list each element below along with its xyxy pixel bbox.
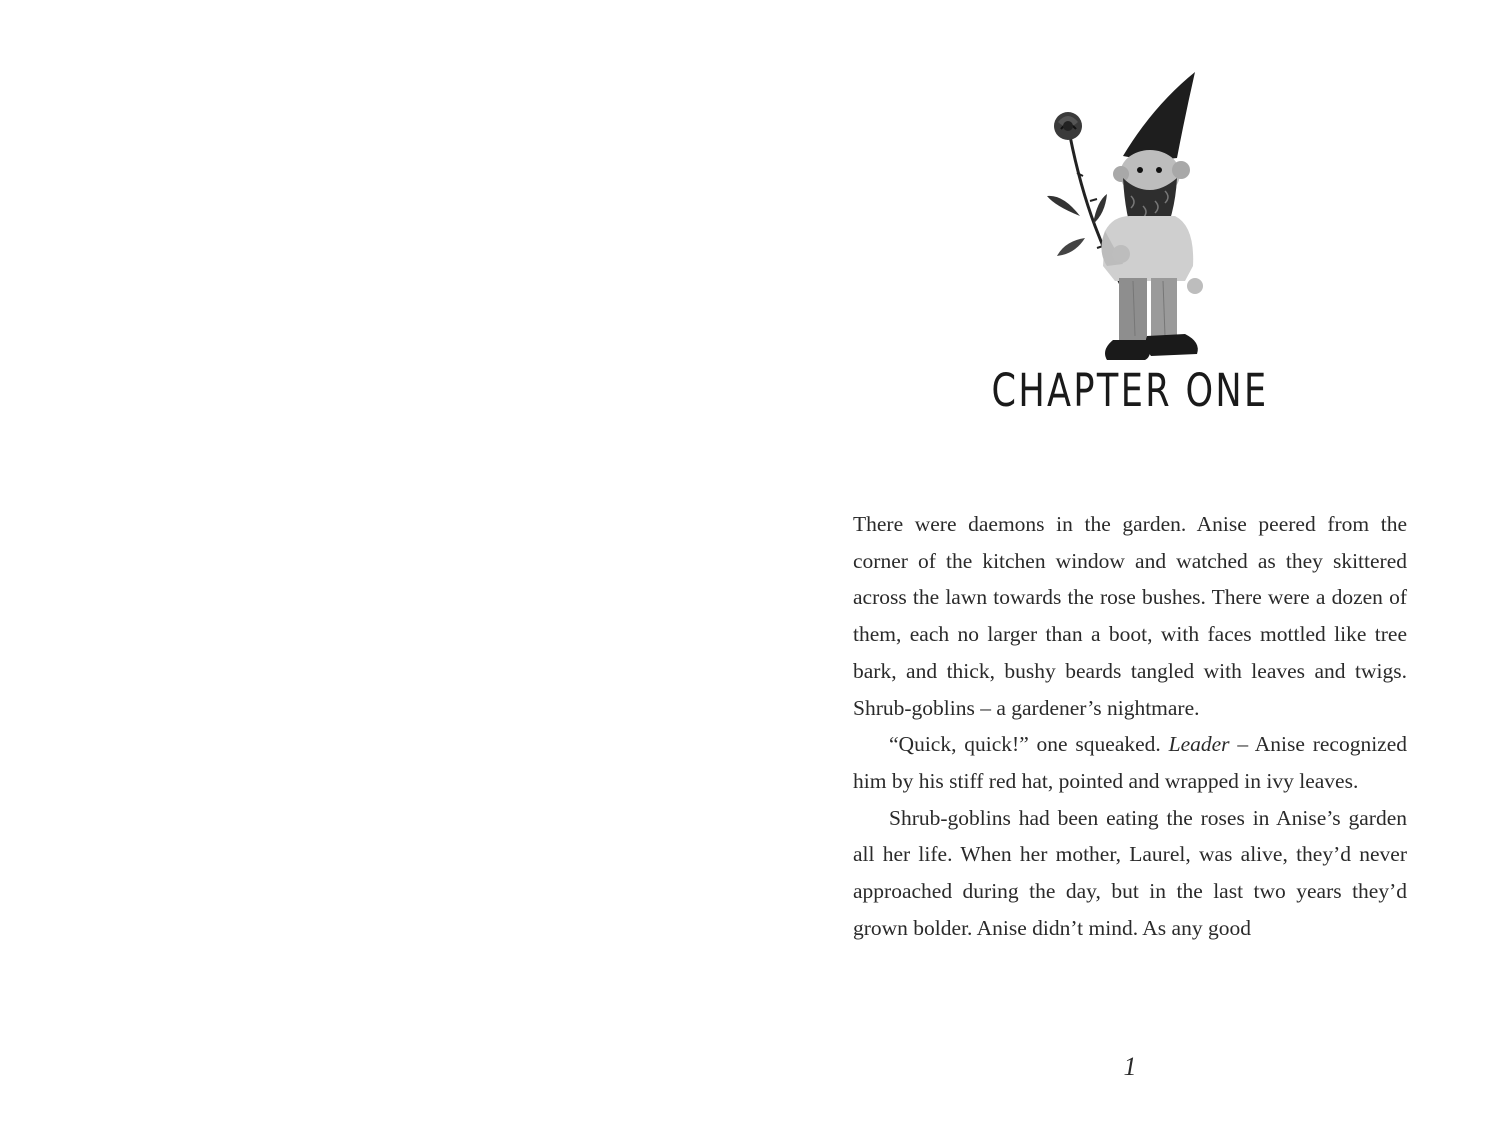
paragraph-2-start: “Quick, quick!” one squeaked. xyxy=(889,732,1169,757)
paragraph-2-end: – Anise recognized him by his stiff red hat, pointed and wrapped in ivy leaves. xyxy=(853,732,1408,793)
chapter-title: CHAPTER ONE xyxy=(991,364,1269,417)
paragraph-2-italic: Leader xyxy=(1168,732,1230,757)
page-number: 1 xyxy=(1123,1052,1137,1081)
paragraph-1: There were daemons in the garden. Anise peered from the corner of the kitchen window and watched as they skittered across the lawn towards the rose bushes. There were a dozen of them, each no larger than a boot, with faces mottled like tree bark, and thick, bushy beards tangled with leaves and twigs. Shrub-goblins – a gardener’s nightmare. xyxy=(853,512,1407,720)
chapter-body-text xyxy=(853,506,1407,946)
gnome-illustration xyxy=(1035,66,1210,366)
paragraph-2 xyxy=(853,726,1407,799)
right-page xyxy=(750,0,1500,1143)
paragraph-3: Shrub-goblins had been eating the roses in Anise’s garden all her life. When her mother, Laurel, was alive, they’d never approached during the day, but in the last two years they’d grown bolder. Anise didn’t mind. As any good xyxy=(853,805,1407,940)
